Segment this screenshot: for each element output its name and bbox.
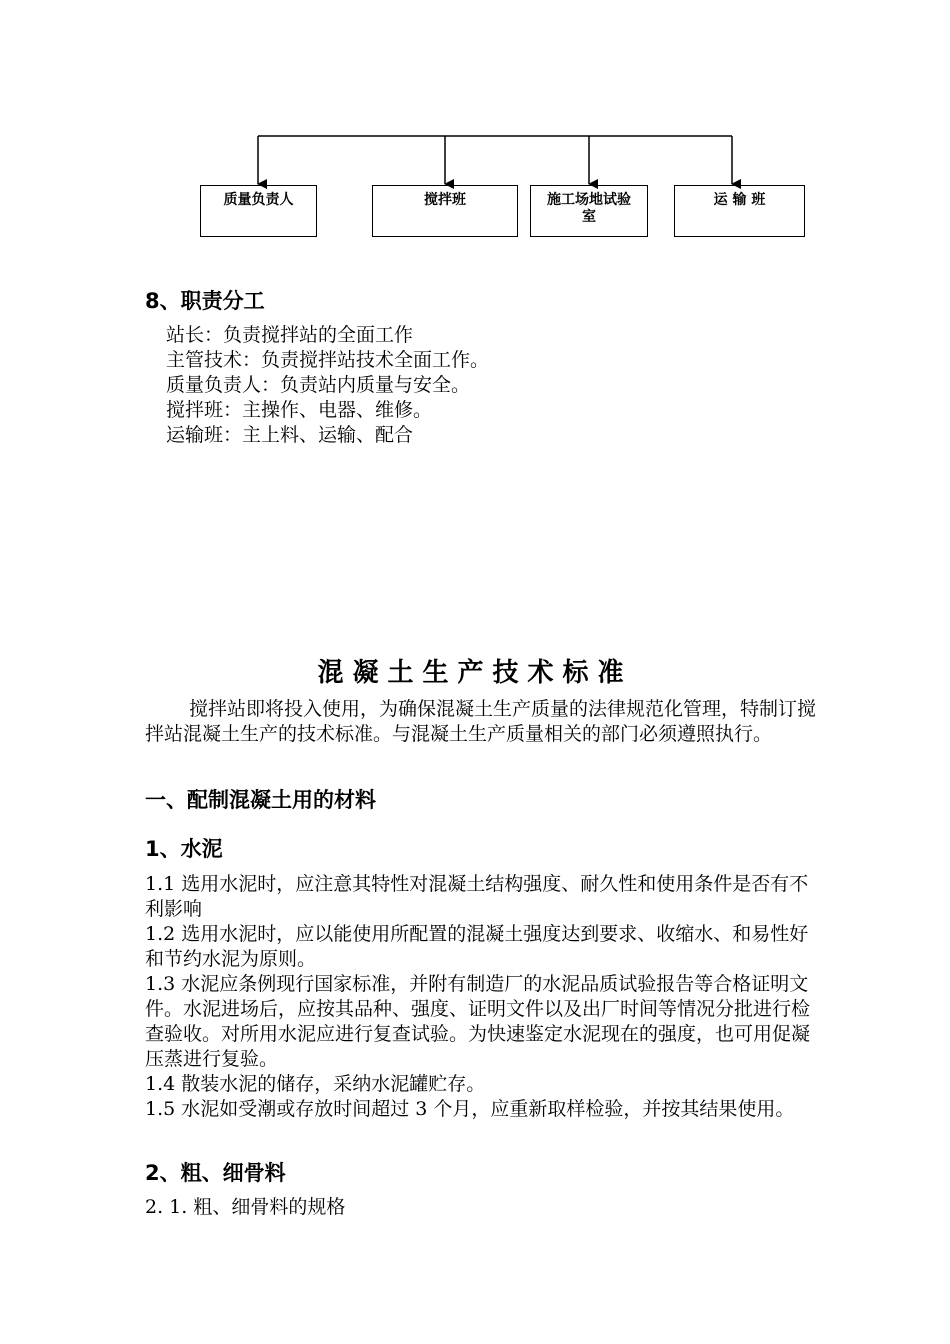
aggregate-heading: 2、粗、细骨料 [145, 1161, 286, 1185]
intro-paragraph: 搅拌站即将投入使用，为确保混凝土生产质量的法律规范化管理，特制订搅拌站混凝土生产的技术标准。与混凝土生产质量相关的部门必须遵照执行。 [145, 698, 817, 745]
cement-item: 1.3 水泥应条例现行国家标准，并附有制造厂的水泥品质试验报告等合格证明文件。水泥进场后，应按其品种、强度、证明文件以及出厂时间等情况分批进行检查验收。对所用水泥应进行复查试验。为快速鉴定水泥现在的强度，也可用促凝压蒸进行复验。 [145, 973, 811, 1070]
cement-item: 1.1 选用水泥时，应注意其特性对混凝土结构强度、耐久性和使用条件是否有不利影响 [145, 873, 809, 920]
org-box-site-lab: 施工场地试验室 [530, 185, 648, 237]
org-box-mixing-team: 搅拌班 [372, 185, 518, 237]
org-box-transport-team: 运 输 班 [674, 185, 805, 237]
cement-item: 1.5 水泥如受潮或存放时间超过 3 个月，应重新取样检验，并按其结果使用。 [145, 1098, 795, 1120]
duty-item: 站长：负责搅拌站的全面工作 [166, 324, 414, 346]
aggregate-subheading: 2. 1. 粗、细骨料的规格 [145, 1196, 346, 1218]
cement-heading: 1、水泥 [145, 837, 223, 861]
cement-item: 1.4 散装水泥的储存，采纳水泥罐贮存。 [145, 1073, 486, 1095]
org-box-quality-lead: 质量负责人 [200, 185, 317, 237]
duty-item: 主管技术：负责搅拌站技术全面工作。 [166, 349, 490, 371]
duty-item: 质量负责人：负责站内质量与安全。 [166, 374, 471, 396]
document-title: 混凝土生产技术标准 [317, 658, 633, 688]
duty-item: 运输班：主上料、运输、配合 [166, 424, 414, 446]
duty-item: 搅拌班：主操作、电器、维修。 [166, 399, 433, 421]
cement-item: 1.2 选用水泥时，应以能使用所配置的混凝土强度达到要求、收缩水、和易性好和节约水泥为原则。 [145, 923, 809, 970]
section-8-heading: 8、职责分工 [145, 289, 265, 313]
part-1-heading: 一、配制混凝土用的材料 [145, 788, 376, 812]
